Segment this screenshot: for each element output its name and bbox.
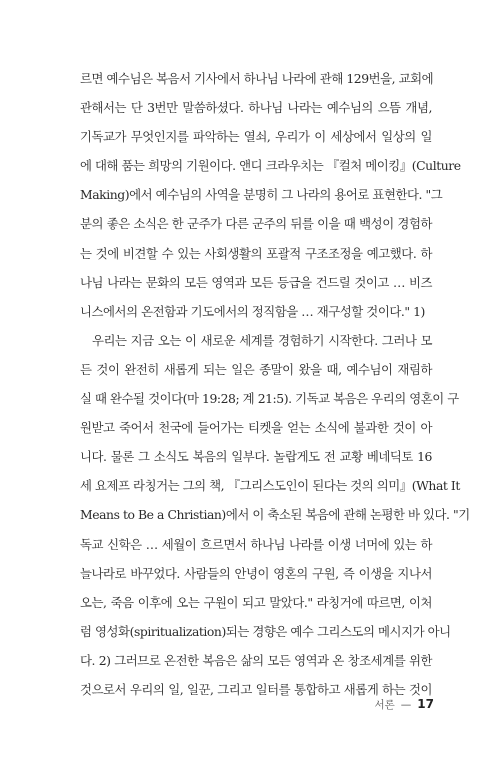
- text-line: Making)에서 예수님의 사역을 분명히 그 나라의 용어로 표현한다. "그: [80, 187, 443, 203]
- text-line: 기독교가 무엇인지를 파악하는 열쇠, 우리가 이 세상에서 일상의 일: [80, 129, 432, 145]
- text-line: 르면 예수님은 복음서 기사에서 하나님 나라에 관해 129번을, 교회에: [80, 71, 434, 86]
- footer-separator: —: [400, 699, 412, 711]
- text-line: 에 대해 품는 희망의 기원이다. 앤디 크라우치는 『컬처 메이킹』(Culture: [80, 158, 461, 174]
- page-footer: [375, 697, 435, 712]
- text-line: 독교 신학은 … 세월이 흐르면서 하나님 나라를 이생 너머에 있는 하: [80, 536, 432, 552]
- text-line: 것으로서 우리의 일, 일꾼, 그리고 일터를 통합하고 새롭게 하는 것이: [80, 681, 432, 697]
- text-line: Means to Be a Christian)에서 이 축소된 복음에 관해 논평한 바 있다. "기: [80, 507, 470, 523]
- text-line: 원받고 죽어서 천국에 들어가는 티켓을 얻는 소식에 불과한 것이 아: [80, 420, 432, 436]
- text-line: 다. 2) 그러므로 온전한 복음은 삶의 모든 영역과 온 창조세계를 위한: [80, 652, 432, 668]
- text-line: 는 것에 비견할 수 있는 사회생활의 포괄적 구조조정을 예고했다. 하: [80, 245, 432, 261]
- text-line: 든 것이 완전히 새롭게 되는 일은 종말이 왔을 때, 예수님이 재림하: [80, 361, 432, 377]
- text-line: 니스에서의 온전함과 기도에서의 정직함을 … 재구성할 것이다." 1): [80, 303, 425, 319]
- text-line: 럼 영성화(spiritualization)되는 경향은 예수 그리스도의 메시지가 아니: [80, 623, 451, 639]
- text-line: 관해서는 단 3번만 말씀하셨다. 하나님 나라는 예수님의 으뜸 개념,: [80, 100, 432, 116]
- text-line: 오는, 죽음 이후에 오는 구원이 되고 말았다." 라칭거에 따르면, 이처: [80, 594, 432, 610]
- page-number: 17: [417, 697, 434, 711]
- text-line: 분의 좋은 소식은 한 군주가 다른 군주의 뒤를 이을 때 백성이 경험하: [80, 216, 432, 232]
- text-line: 늘나라로 바꾸었다. 사람들의 안녕이 영혼의 구원, 즉 이생을 지나서: [80, 565, 432, 581]
- text-line: 니다. 물론 그 소식도 복음의 일부다. 놀랍게도 전 교황 베네딕토 16: [80, 449, 432, 465]
- text-line: 세 요제프 라칭거는 그의 책, 『그리스도인이 된다는 것의 의미』(What It: [80, 478, 460, 494]
- section-label: 서론: [374, 699, 395, 711]
- text-line: 실 때 완수될 것이다(마 19:28; 계 21:5). 기독교 복음은 우리의 영혼이 구: [80, 391, 459, 407]
- text-line: 나님 나라는 문화의 모든 영역과 모든 등급을 건드릴 것이고 … 비즈: [80, 274, 432, 290]
- paragraph-first-line: 우리는 지금 오는 이 새로운 세계를 경험하기 시작한다. 그러나 모: [92, 332, 432, 348]
